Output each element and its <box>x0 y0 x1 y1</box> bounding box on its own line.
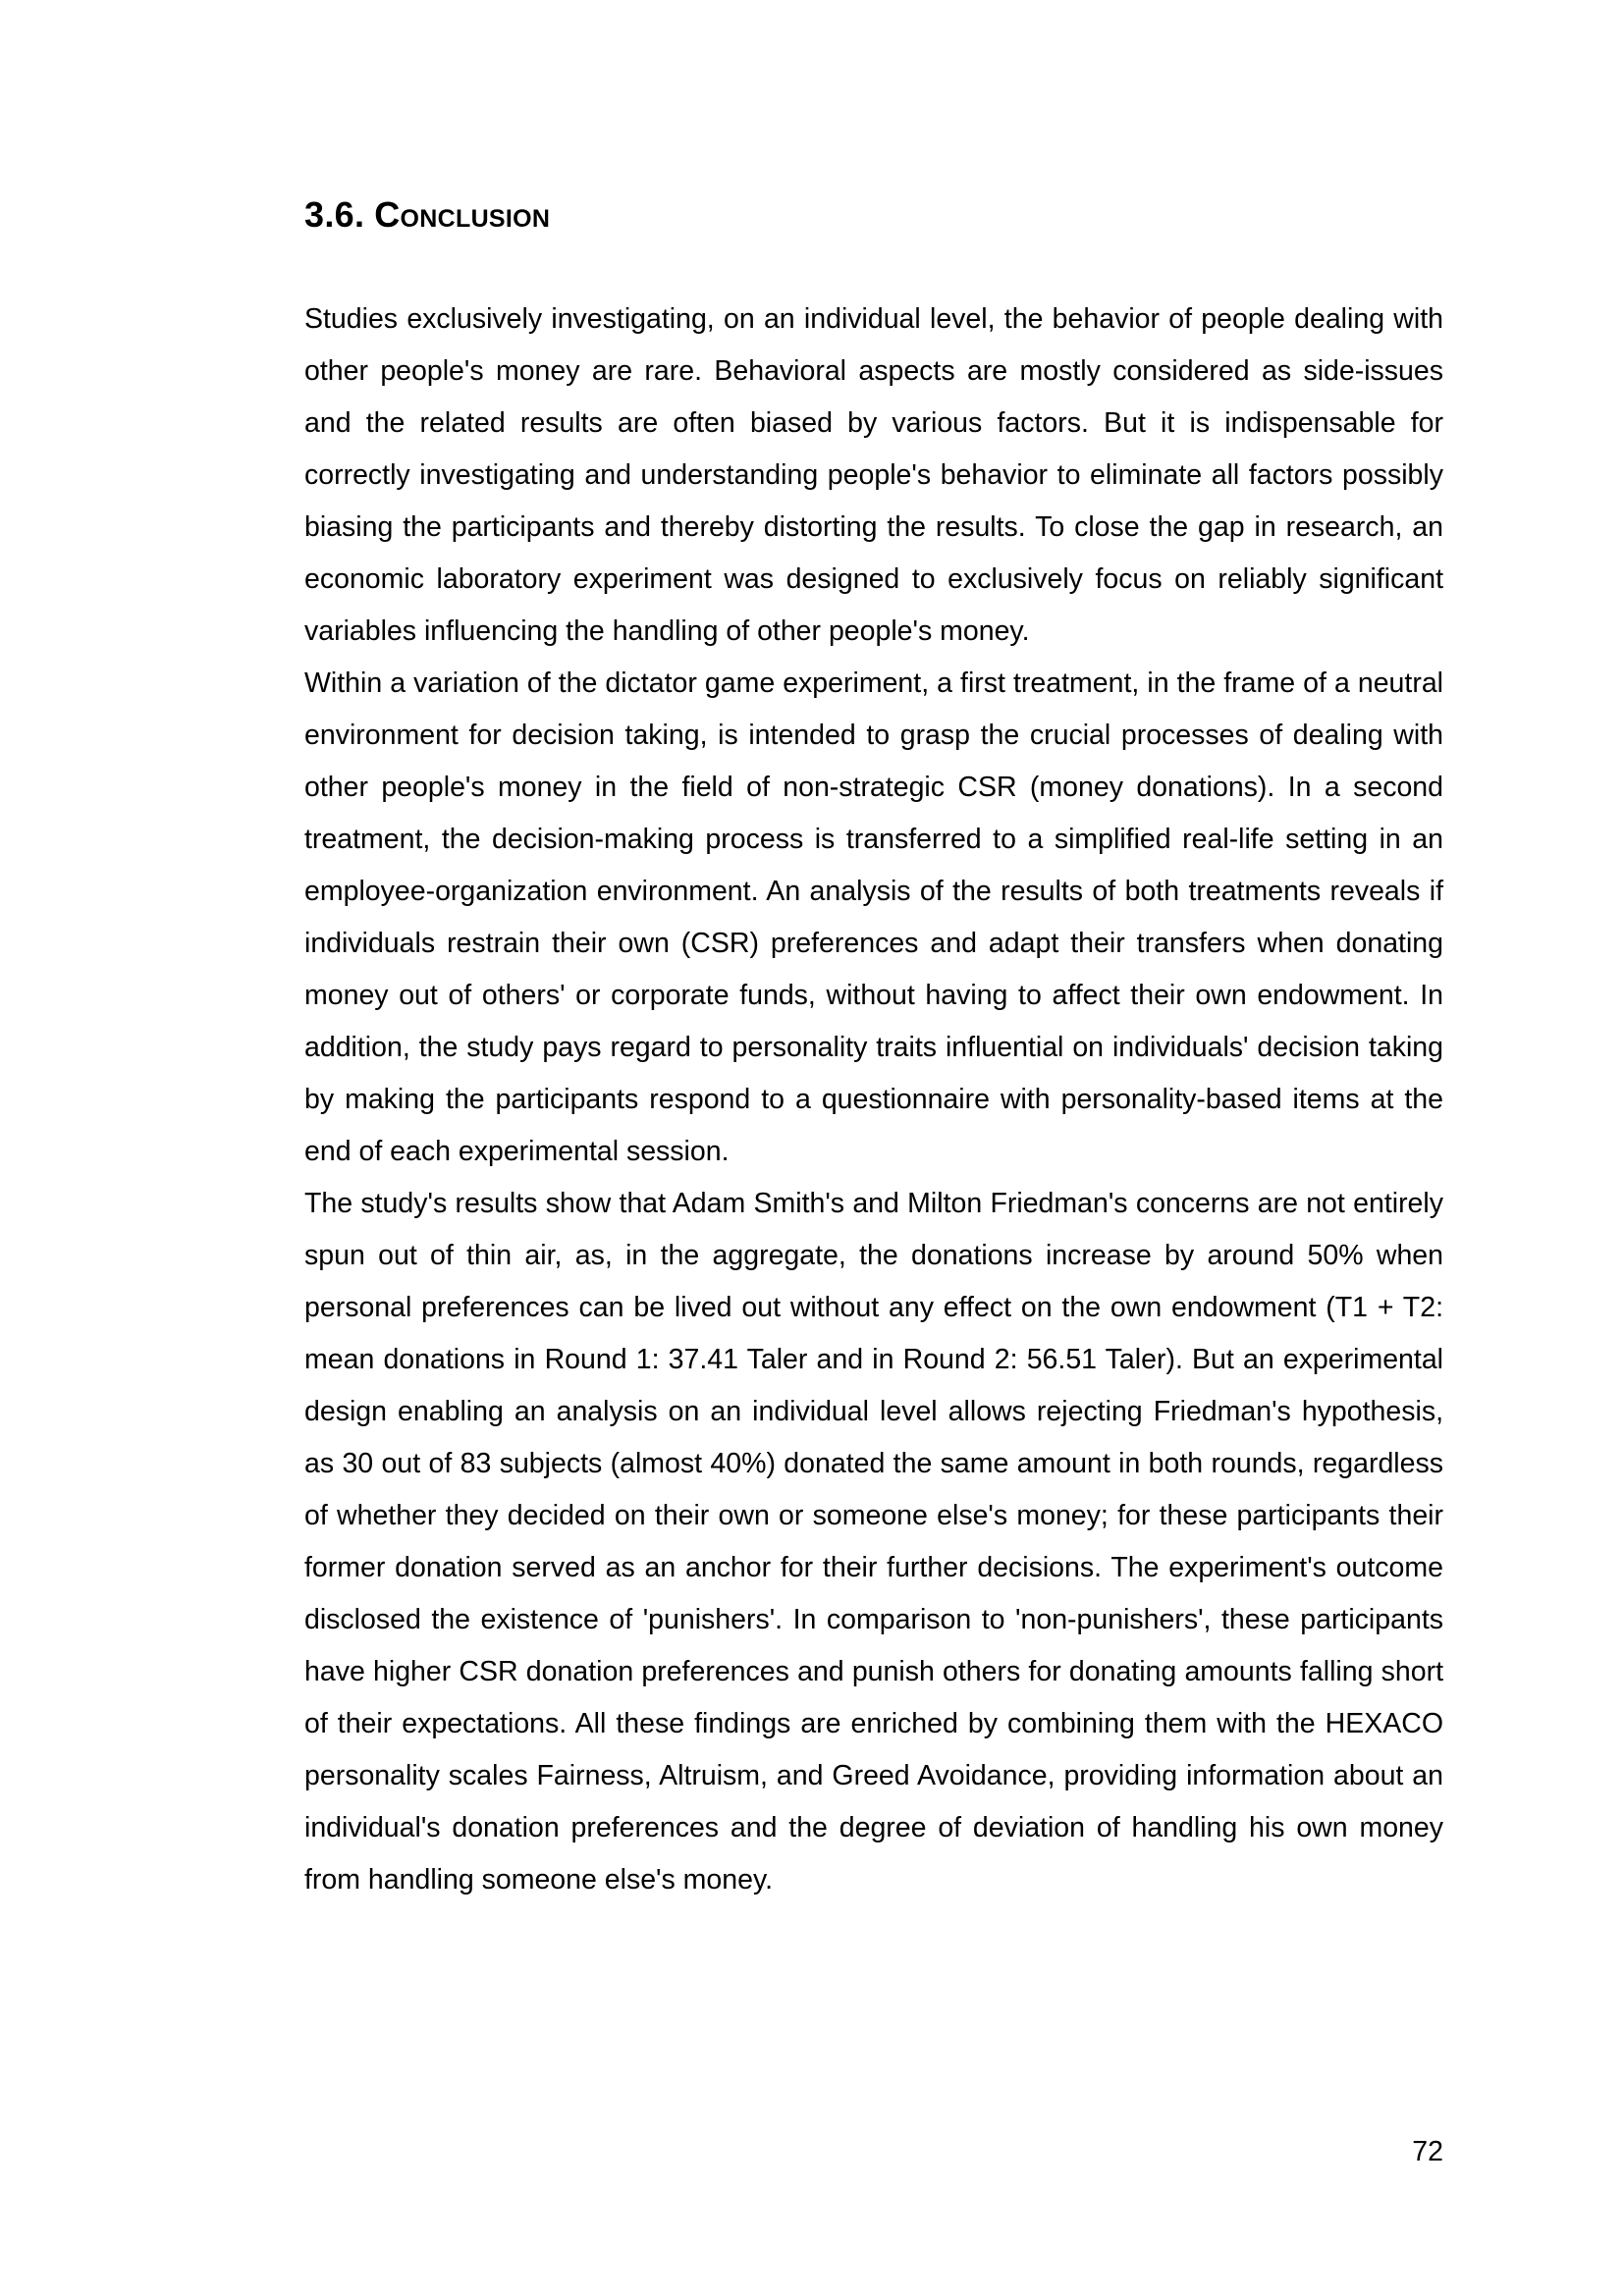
section-heading <box>304 194 550 236</box>
paragraph-1: Studies exclusively investigating, on an individual level, the behavior of people dealing with other people's money are rare. Behavioral aspects are mostly considered as side-issues and the related results are often biased by various factors. But it is indispensable for correctly investigating and understanding people's behavior to eliminate all factors possibly biasing the participants and thereby distorting the results. To close the gap in research, an economic laboratory experiment was designed to exclusively focus on reliably significant variables influencing the handling of other people's money. <box>304 303 1443 647</box>
paragraph-2: Within a variation of the dictator game experiment, a first treatment, in the frame of a neutral environment for decision taking, is intended to grasp the crucial processes of dealing with other people's money in the field of non-strategic CSR (money donations). In a second treatment, the decision-making process is transferred to a simplified real-life setting in an employee-organization environment. An analysis of the results of both treatments reveals if individuals restrain their own (CSR) preferences and adapt their transfers when donating money out of others' or corporate funds, without having to affect their own endowment. In addition, the study pays regard to personality traits influential on individuals' decision taking by making the participants respond to a questionnaire with personality-based items at the end of each experimental session. <box>304 667 1443 1167</box>
section-number: 3.6. <box>304 194 365 235</box>
section-title: Conclusion <box>374 194 551 235</box>
paragraph-3: The study's results show that Adam Smith's and Milton Friedman's concerns are not entirely spun out of thin air, as, in the aggregate, the donations increase by around 50% when personal preferences can be lived out without any effect on the own endowment (T1 + T2: mean donations in Round 1: 37.41 Taler and in Round 2: 56.51 Taler). But an experimental design enabling an analysis on an individual level allows rejecting Friedman's hypothesis, as 30 out of 83 subjects (almost 40%) donated the same amount in both rounds, regardless of whether they decided on their own or someone else's money; for these participants their former donation served as an anchor for their further decisions. The experiment's outcome disclosed the existence of 'punishers'. In comparison to 'non-punishers', these participants have higher CSR donation preferences and punish others for donating amounts falling short of their expectations. All these findings are enriched by combining them with the HEXACO personality scales Fairness, Altruism, and Greed Avoidance, providing information about an individual's donation preferences and the degree of deviation of handling his own money from handling someone else's money. <box>304 1188 1443 1896</box>
body-text <box>304 294 1443 1906</box>
page-number: 72 <box>1412 2136 1443 2167</box>
